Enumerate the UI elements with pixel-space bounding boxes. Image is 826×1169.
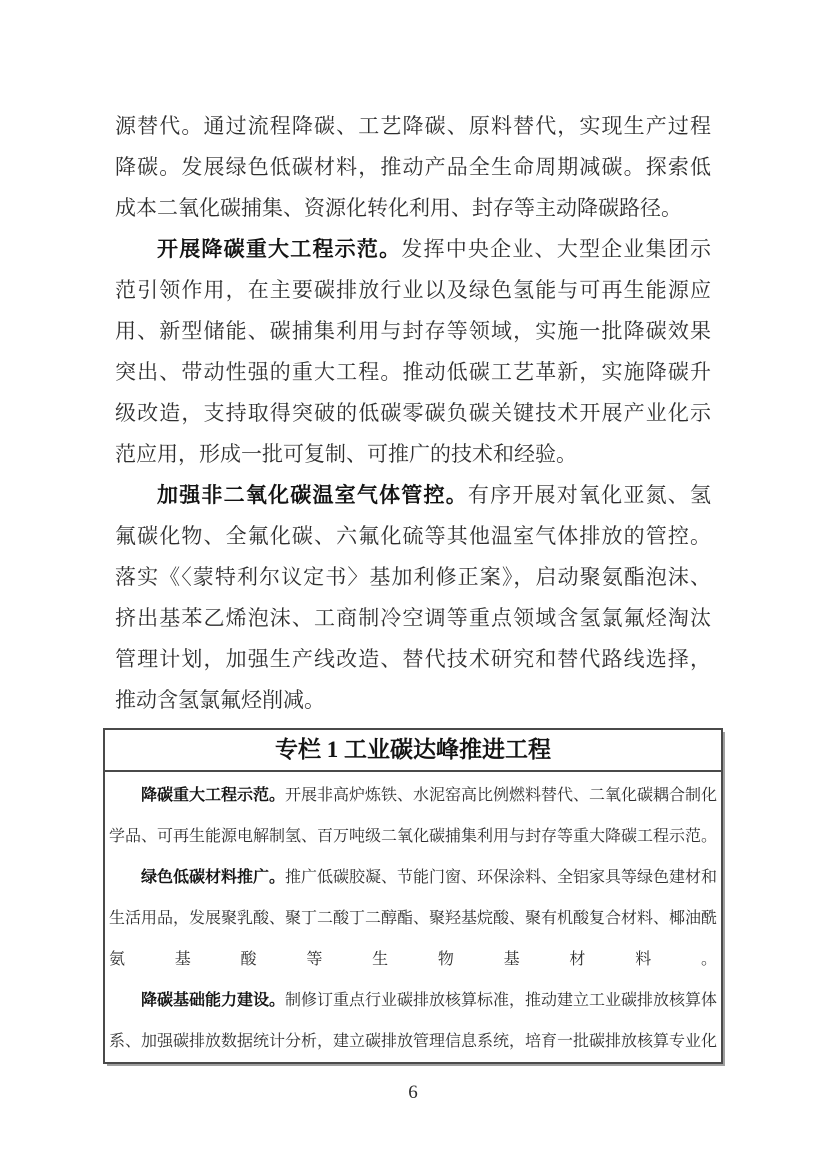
line-text: 成本二氧化碳捕集、资源化转化利用、封存等主动降碳路径。 xyxy=(115,196,682,220)
line-text: 制修订重点行业碳排放核算标准，推动建立工业碳排放核算体 xyxy=(285,992,718,1009)
text-line xyxy=(115,352,711,393)
text-line xyxy=(115,680,711,721)
callout-box-column-1 xyxy=(103,728,723,1064)
line-text: 有序开展对氧化亚氮、氢 xyxy=(467,483,712,507)
line-text: 推广低碳胶凝、节能门窗、环保涂料、全铝家具等绿色建材和 xyxy=(285,869,718,886)
text-line xyxy=(109,857,717,898)
line-text: 开展非高炉炼铁、水泥窑高比例燃料替代、二氧化碳耦合制化 xyxy=(285,787,718,804)
bold-lead-in: 加强非二氧化碳温室气体管控。 xyxy=(157,483,468,507)
text-line xyxy=(115,598,711,639)
line-text: 学品、可再生能源电解制氢、百万吨级二氧化碳捕集利用与封存等重大降碳工程示范。 xyxy=(109,828,718,845)
callout-box-body xyxy=(105,772,721,1062)
text-line xyxy=(109,816,717,857)
text-line xyxy=(115,393,711,434)
line-text: 氨基酸等生物基材料。 xyxy=(109,951,717,968)
text-line xyxy=(115,106,711,147)
line-text: 推动含氢氯氟烃削减。 xyxy=(115,688,325,712)
line-text: 突出、带动性强的重大工程。推动低碳工艺革新，实施降碳升 xyxy=(115,360,711,384)
bold-lead-in: 绿色低碳材料推广。 xyxy=(141,869,286,886)
line-text: 挤出基苯乙烯泡沫、工商制冷空调等重点领域含氢氯氟烃淘汰 xyxy=(115,606,711,630)
text-line xyxy=(115,557,711,598)
text-line xyxy=(115,475,711,516)
text-line xyxy=(115,434,711,475)
line-text: 管理计划，加强生产线改造、替代技术研究和替代路线选择， xyxy=(115,647,711,671)
line-text: 氟碳化物、全氟化碳、六氟化硫等其他温室气体排放的管控。 xyxy=(115,524,711,548)
callout-box-title: 专栏 1 工业碳达峰推进工程 xyxy=(105,730,721,772)
text-line xyxy=(115,229,711,270)
text-line xyxy=(115,188,711,229)
line-text: 落实《〈蒙特利尔议定书〉基加利修正案》，启动聚氨酯泡沫、 xyxy=(115,565,711,589)
text-line xyxy=(115,147,711,188)
line-text: 范应用，形成一批可复制、可推广的技术和经验。 xyxy=(115,442,577,466)
text-line xyxy=(109,939,717,980)
text-line xyxy=(115,270,711,311)
bold-lead-in: 开展降碳重大工程示范。 xyxy=(157,237,402,261)
text-line xyxy=(115,311,711,352)
line-text: 发挥中央企业、大型企业集团示 xyxy=(401,237,712,261)
text-line xyxy=(109,775,717,816)
line-text: 系、加强碳排放数据统计分析，建立碳排放管理信息系统，培育一批碳排放核算专业化 xyxy=(109,1033,718,1050)
page-number: 6 xyxy=(408,1082,418,1103)
line-text: 源替代。通过流程降碳、工艺降碳、原料替代，实现生产过程 xyxy=(115,114,711,138)
text-line xyxy=(109,1021,717,1062)
line-text: 生活用品，发展聚乳酸、聚丁二酸丁二醇酯、聚羟基烷酸、聚有机酸复合材料、椰油酰 xyxy=(109,910,718,927)
body-text xyxy=(115,106,711,721)
line-text: 用、新型储能、碳捕集利用与封存等领域，实施一批降碳效果 xyxy=(115,319,711,343)
line-text: 级改造，支持取得突破的低碳零碳负碳关键技术开展产业化示 xyxy=(115,401,711,425)
text-line xyxy=(115,639,711,680)
text-line xyxy=(109,898,717,939)
bold-lead-in: 降碳基础能力建设。 xyxy=(141,992,286,1009)
text-line xyxy=(115,516,711,557)
line-text: 降碳。发展绿色低碳材料，推动产品全生命周期减碳。探索低 xyxy=(115,155,711,179)
bold-lead-in: 降碳重大工程示范。 xyxy=(141,787,286,804)
line-text: 范引领作用，在主要碳排放行业以及绿色氢能与可再生能源应 xyxy=(115,278,711,302)
text-line xyxy=(109,980,717,1021)
